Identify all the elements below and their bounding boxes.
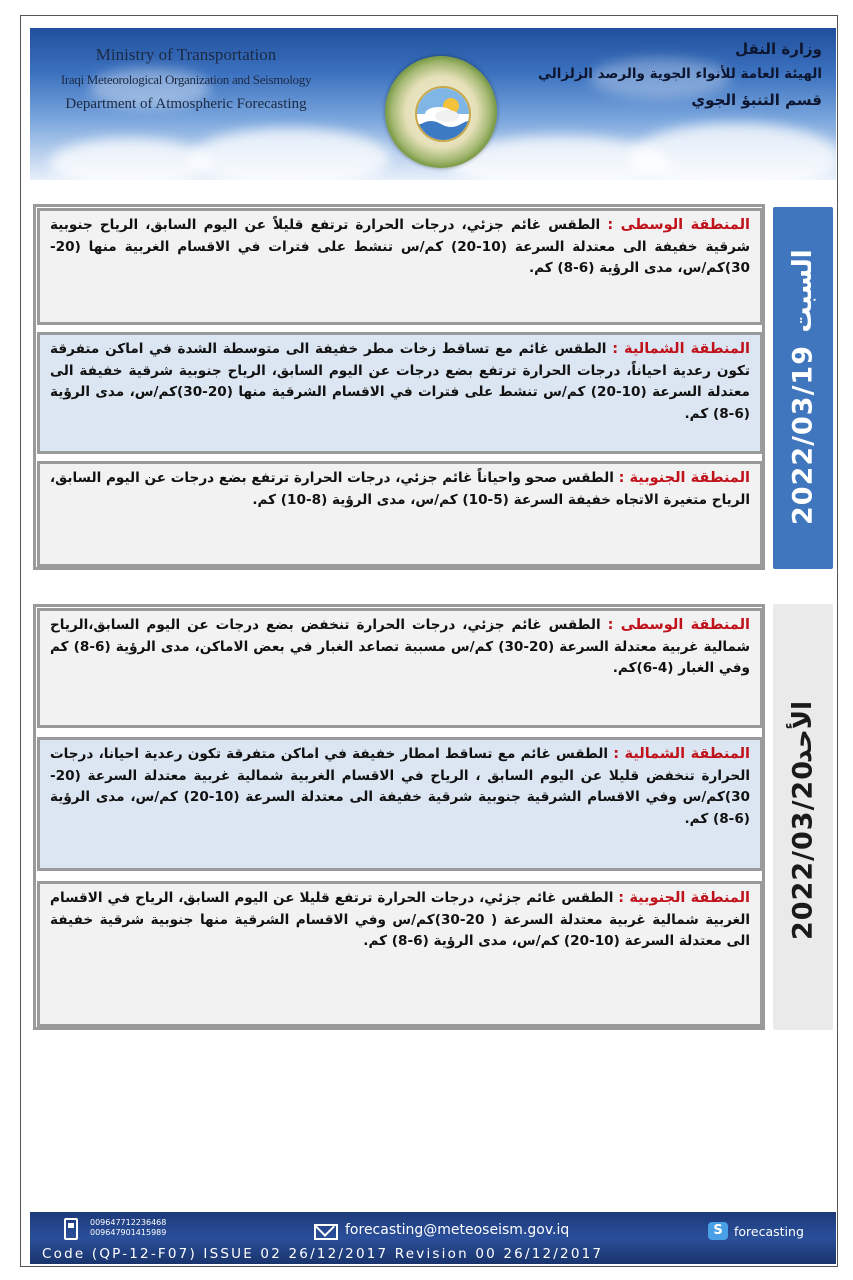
phone-icon	[64, 1218, 78, 1240]
region-title: المنطقة الشمالية :	[613, 746, 750, 762]
forecast-box-day2-central	[37, 608, 763, 728]
forecast-box-day2-north	[37, 737, 763, 871]
region-title: المنطقة الوسطى :	[607, 617, 750, 633]
logo-weather-icon	[415, 86, 471, 142]
dept-name-en: Department of Atmospheric Forecasting	[65, 96, 307, 112]
dept-name-ar: قسم التنبؤ الجوي	[691, 91, 822, 109]
region-title: المنطقة الوسطى :	[607, 217, 750, 233]
header-banner	[30, 28, 836, 180]
forecast-text: الطقس غائم جزئي، درجات الحرارة ترتفع قليلاً عن اليوم السابق، الرياح جنوبية شرقية خفيفة الى معتدلة السرعة (10-20) كم/س تنشط على فترات في الاقسام الغربية منها (20-30)كم/س، مدى الرؤية (6-8) كم.	[50, 217, 750, 276]
skype-icon: S	[708, 1222, 728, 1240]
org-name-en: Iraqi Meteorological Organization and Seismology	[60, 72, 312, 87]
forecast-text: الطقس غائم جزئي، درجات الحرارة ترتفع قليلا عن اليوم السابق، الرياح في الاقسام الغربية شمالية غربية معتدلة السرعة ( 20-30)كم/س وفي الاقسام الشرقية منها جنوبية شرقية خفيفة الى معتدلة السرعة (10-20) كم/س، مدى الرؤية (6-8) كم.	[50, 890, 750, 949]
forecast-box-day2-south	[37, 881, 763, 1027]
forecast-text: الطقس غائم جزئي، درجات الحرارة تنخفض بضع درجات عن اليوم السابق،الرياح شمالية غربية معتدلة السرعة (20-30) كم/س مسببة تصاعد الغبار في بعض الاماكن، مدى الرؤية (6-8) كم وفي الغبار (4-6)كم.	[50, 617, 751, 676]
org-name-ar: الهيئة العامة للأنواء الجوية والرصد الزلزالي	[537, 66, 822, 82]
date-column-day1	[773, 207, 833, 569]
forecast-box-day1-central	[37, 208, 763, 325]
skype-account: forecasting	[734, 1224, 804, 1239]
header-arabic-title	[537, 36, 822, 114]
forecast-text: الطقس غائم مع تساقط امطار خفيفة في اماكن متفرقة تكون رعدية احيانا، درجات الحرارة تنخفض قليلا عن اليوم السابق ، الرياح في الاقسام الغربية شمالية غربية معتدلة السرعة (20-30)كم/س وفي الاقسام الشرقية جنوبية شرقية خفيفة الى معتدلة السرعة (10-20) كم/س، مدى الرؤية (6-8) كم.	[50, 746, 751, 827]
region-title: المنطقة الشمالية :	[612, 341, 750, 357]
forecast-box-day1-south	[37, 461, 763, 567]
phone-numbers	[90, 1218, 166, 1238]
forecast-text: الطقس صحو واحياناً غائم جزئي، درجات الحرارة ترتفع بضع درجات عن اليوم السابق، الرياح متغيرة الاتجاه خفيفة السرعة (5-10) كم/س، مدى الرؤية (8-10) كم.	[50, 470, 750, 508]
date-column-day2	[773, 604, 833, 1030]
ministry-name-ar: وزارة النقل	[735, 40, 822, 58]
document-code: Code (QP-12-F07) ISSUE 02 26/12/2017 Revision 00 26/12/2017	[42, 1246, 604, 1262]
forecast-day: الأحد	[788, 700, 818, 764]
mail-icon	[314, 1224, 338, 1240]
forecast-text: الطقس غائم مع تساقط زخات مطر خفيفة الى متوسطة الشدة في اماكن متفرقة تكون رعدية احياناً، درجات الحرارة ترتفع بضع درجات عن اليوم السابق، الرياح جنوبية شرقية خفيفة الى معتدلة السرعة (10-20) كم/س تنشط على فترات في الاقسام الشرقية منها (20-30)كم/س، مدى الرؤية (6-8) كم.	[50, 341, 750, 422]
header-english-title	[36, 42, 336, 117]
forecast-day: السبت	[788, 249, 818, 333]
forecast-date: 2022/03/19	[787, 344, 819, 526]
region-title: المنطقة الجنوبية :	[618, 470, 750, 486]
organization-logo	[385, 56, 497, 168]
region-title: المنطقة الجنوبية :	[618, 890, 750, 906]
phone-1: 009647712236468	[90, 1218, 167, 1227]
email-address[interactable]: forecasting@meteoseism.gov.iq	[345, 1222, 570, 1238]
forecast-box-day1-north	[37, 332, 763, 454]
ministry-name-en: Ministry of Transportation	[95, 45, 277, 64]
forecast-date: 2022/03/20	[787, 759, 819, 941]
footer-bar	[30, 1212, 836, 1264]
phone-2: 009647901415989	[90, 1228, 167, 1237]
